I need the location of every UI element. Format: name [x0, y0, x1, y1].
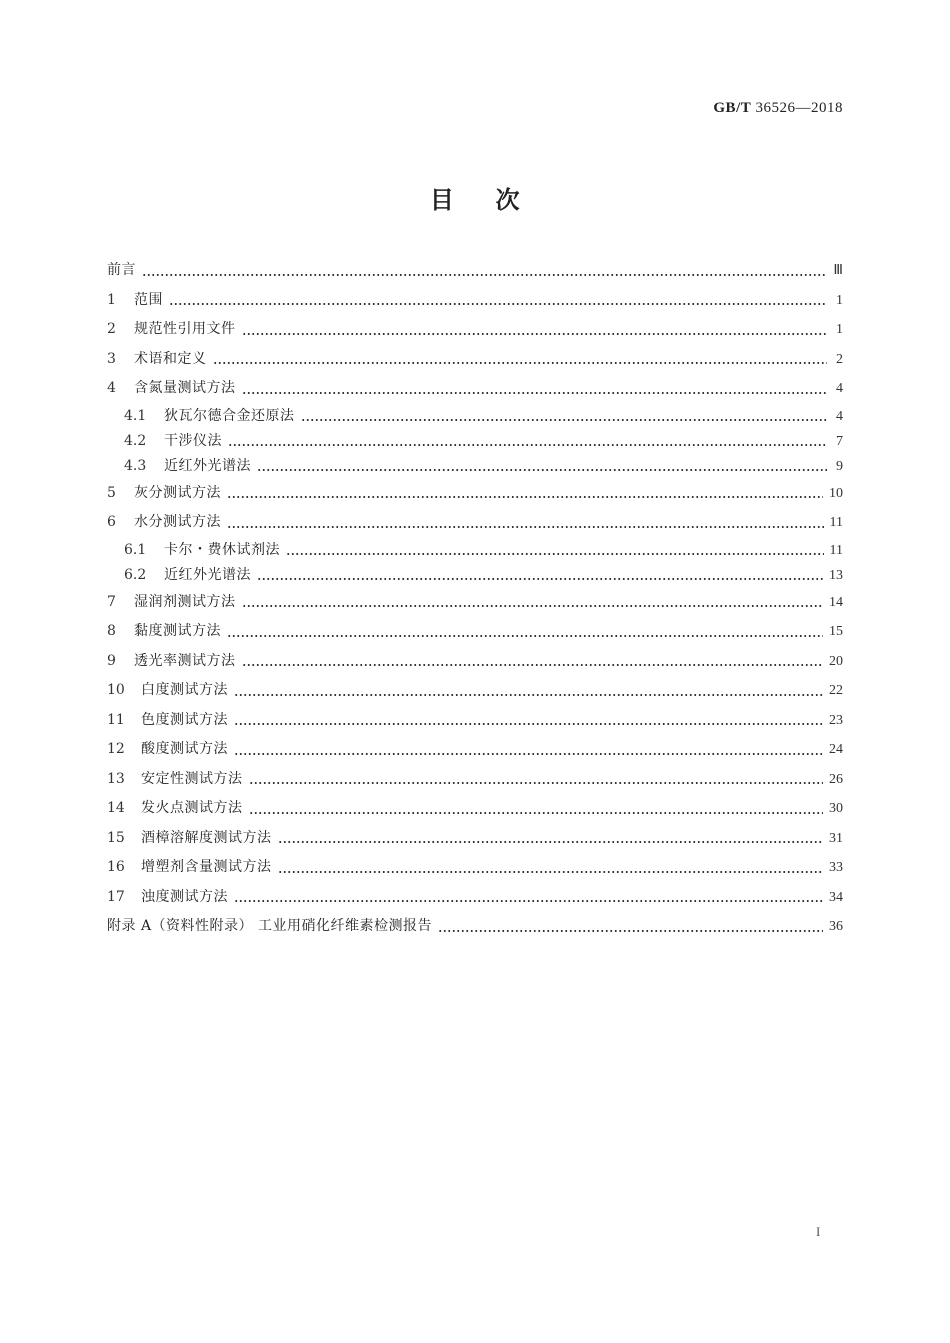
- toc-entry[interactable]: [107, 647, 843, 677]
- toc-dot-leader: [142, 264, 827, 278]
- toc-entry-page: 22: [829, 683, 843, 698]
- toc-entry[interactable]: [107, 479, 843, 509]
- toc-dot-leader: [169, 293, 827, 307]
- page-title: 目 次: [429, 186, 521, 214]
- toc-entry[interactable]: [107, 454, 843, 479]
- toc-entry-page: 1: [836, 292, 843, 308]
- toc-entry-page: 24: [829, 742, 843, 757]
- toc-entry[interactable]: [107, 345, 843, 375]
- toc-entry[interactable]: [107, 735, 843, 765]
- toc-dot-leader: [438, 920, 823, 934]
- toc-entry-page: 23: [829, 712, 843, 728]
- standard-prefix: GB/T: [713, 100, 752, 116]
- toc-dot-leader: [249, 802, 824, 816]
- toc-dot-leader: [228, 434, 827, 448]
- toc-dot-leader: [213, 352, 828, 366]
- toc-entry[interactable]: [107, 765, 843, 795]
- toc-entry-page: 7: [836, 433, 843, 449]
- toc-entry-page: Ⅲ: [833, 263, 843, 278]
- toc-dot-leader: [257, 568, 823, 582]
- toc-entry-number: 5: [107, 484, 116, 501]
- standard-code: [713, 100, 843, 117]
- toc-entry-label: 酸度测试方法: [141, 741, 228, 757]
- toc-dot-leader: [242, 595, 824, 609]
- toc-entry[interactable]: [107, 588, 843, 618]
- toc-entry-label: 增塑剂含量测试方法: [141, 859, 272, 875]
- toc-dot-leader: [227, 486, 823, 500]
- toc-entry[interactable]: [107, 853, 843, 883]
- toc-entry[interactable]: [107, 794, 843, 824]
- toc-entry-label: 范围: [134, 291, 163, 308]
- toc-dot-leader: [242, 382, 828, 396]
- toc-dot-leader: [242, 323, 828, 337]
- toc-entry-label: 近红外光谱法: [164, 566, 251, 583]
- toc-entry-page: 33: [829, 860, 843, 875]
- toc-entry[interactable]: [107, 404, 843, 429]
- toc-entry-number: 8: [107, 623, 116, 639]
- toc-entry-page: 4: [836, 408, 843, 424]
- toc-entry-number: 4.2: [124, 432, 147, 449]
- toc-entry-page: 9: [836, 458, 843, 474]
- toc-entry-number: 15: [107, 829, 125, 846]
- toc-entry-label: 发火点测试方法: [141, 800, 243, 816]
- toc-entry-label: 狄瓦尔德合金还原法: [164, 407, 295, 424]
- toc-entry-page: 11: [829, 515, 843, 530]
- toc-entry-label: 近红外光谱法: [164, 457, 251, 474]
- toc-entry-page: 30: [829, 801, 843, 816]
- toc-entry[interactable]: [107, 429, 843, 454]
- toc-entry-number: 4.1: [124, 407, 147, 424]
- toc-entry-label: 浊度测试方法: [141, 888, 228, 905]
- toc-entry-number: 13: [107, 770, 125, 787]
- toc-entry[interactable]: [107, 883, 843, 913]
- toc-entry-label: 术语和定义: [134, 350, 207, 367]
- toc-entry-number: 9: [107, 652, 116, 669]
- toc-dot-leader: [301, 409, 828, 423]
- toc-entry-number: 12: [107, 741, 125, 757]
- toc-entry-page: 1: [836, 322, 843, 337]
- toc-entry-label: 规范性引用文件: [134, 321, 236, 337]
- toc-entry-number: 7: [107, 593, 116, 610]
- toc-entry-number: 3: [107, 350, 116, 367]
- toc-entry-page: 2: [836, 351, 843, 367]
- toc-entry-page: 15: [829, 624, 843, 639]
- toc-entry-number: 16: [107, 859, 125, 875]
- toc-entry[interactable]: [107, 912, 843, 942]
- toc-entry-label: 湿润剂测试方法: [134, 593, 236, 610]
- toc-entry-page: 13: [829, 567, 843, 583]
- toc-entry-page: 11: [829, 542, 843, 558]
- toc-entry-number: 4: [107, 380, 116, 396]
- toc-entry-page: 20: [829, 653, 843, 669]
- toc-entry[interactable]: [107, 374, 843, 404]
- toc-entry[interactable]: [107, 508, 843, 538]
- toc-dot-leader: [242, 654, 824, 668]
- toc-entry[interactable]: [107, 286, 843, 316]
- toc-dot-leader: [257, 459, 827, 473]
- toc-entry-number: 6.1: [124, 541, 147, 558]
- toc-entry-number: 2: [107, 321, 116, 337]
- toc-dot-leader: [234, 890, 823, 904]
- toc-dot-leader: [234, 684, 823, 698]
- toc-entry-label: 水分测试方法: [134, 514, 221, 530]
- toc-entry-page: 34: [829, 889, 843, 905]
- toc-entry-label: 安定性测试方法: [141, 770, 243, 787]
- toc-entry-label: 酒樟溶解度测试方法: [141, 829, 272, 846]
- toc-entry-label: 前言: [107, 262, 136, 278]
- toc-entry-number: 1: [107, 291, 116, 308]
- toc-entry-page: 31: [829, 830, 843, 846]
- toc-dot-leader: [227, 516, 824, 530]
- toc-entry-label: 干涉仪法: [164, 432, 222, 449]
- toc-dot-leader: [286, 543, 824, 557]
- toc-entry-page: 14: [829, 594, 843, 610]
- toc-entry-label: 含氮量测试方法: [134, 380, 236, 396]
- toc-entry-page: 4: [836, 381, 843, 396]
- toc-entry-label: 灰分测试方法: [134, 484, 221, 501]
- toc-entry-number: 6: [107, 514, 116, 530]
- toc-entry-number: 10: [107, 682, 125, 698]
- toc-dot-leader: [249, 772, 824, 786]
- toc-entry-number: 11: [107, 711, 125, 728]
- toc-entry[interactable]: [107, 563, 843, 588]
- toc-entry-page: 10: [829, 485, 843, 501]
- toc-entry-label: 附录 A（资料性附录） 工业用硝化纤维素检测报告: [107, 918, 433, 934]
- toc-entry-label: 色度测试方法: [141, 711, 228, 728]
- toc-entry-label: 透光率测试方法: [134, 652, 236, 669]
- toc-entry[interactable]: [107, 256, 843, 286]
- toc-entry[interactable]: [107, 676, 843, 706]
- toc-dot-leader: [234, 713, 823, 727]
- standard-number: 36526—2018: [755, 100, 843, 116]
- toc-dot-leader: [278, 861, 824, 875]
- toc-entry-page: 36: [829, 919, 843, 934]
- toc-entry-number: 6.2: [124, 566, 147, 583]
- toc-entry[interactable]: [107, 706, 843, 736]
- toc-entry-label: 黏度测试方法: [134, 623, 221, 639]
- toc-entry[interactable]: [107, 824, 843, 854]
- toc-entry[interactable]: [107, 538, 843, 563]
- toc-entry-number: 4.3: [124, 457, 147, 474]
- toc-entry-number: 17: [107, 888, 125, 905]
- page-folio: I: [816, 1224, 821, 1239]
- toc-entry-page: 26: [829, 771, 843, 787]
- toc-entry-number: 14: [107, 800, 125, 816]
- toc-dot-leader: [227, 625, 823, 639]
- toc-entry[interactable]: [107, 617, 843, 647]
- table-of-contents: [107, 256, 843, 942]
- toc-entry-label: 卡尔・费休试剂法: [164, 541, 280, 558]
- toc-dot-leader: [234, 743, 823, 757]
- toc-entry[interactable]: [107, 315, 843, 345]
- toc-entry-label: 白度测试方法: [141, 682, 228, 698]
- toc-dot-leader: [278, 831, 824, 845]
